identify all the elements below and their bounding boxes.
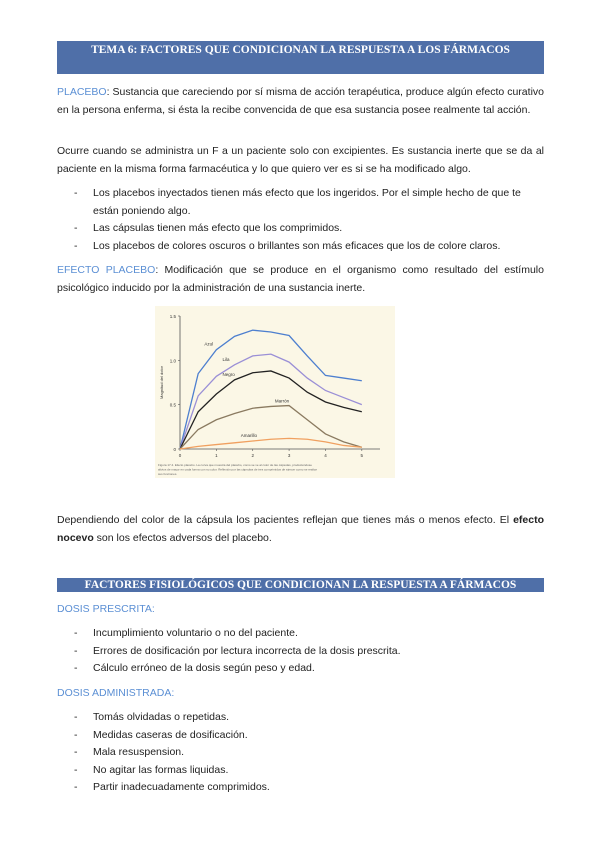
list-item: - Cálculo erróneo de la dosis según peso y edad. — [57, 660, 544, 678]
x-tick-label: 3 — [287, 453, 291, 458]
list-item: - No agitar las formas liquidas. — [57, 762, 544, 780]
depends-text-2: son los efectos adversos del placebo. — [93, 531, 272, 544]
series-line-marrón — [180, 406, 362, 449]
series-label: Marrón — [274, 398, 290, 404]
chart-svg — [155, 306, 395, 478]
chart-caption-line: sus funciones. — [158, 472, 178, 476]
x-tick-label: 5 — [360, 453, 364, 458]
occurs-text: Ocurre cuando se administra un F a un paciente solo con excipientes. Es sustancia inerte que se da al paciente en la misma forma farmacéutica y lo que quiero ver es si se ha modificado algo. — [57, 145, 544, 175]
section-title-banner-2 — [57, 578, 544, 592]
series-line-lila — [180, 354, 362, 449]
placebo-text: : Sustancia que careciendo por sí misma de acción terapéutica, produce algún efecto curativo en la persona enferma, si ésta la recibe convencida de que esa sustancia posee realmente tal acción. — [57, 86, 544, 116]
dosis-administrada-list — [57, 709, 544, 797]
list-item: - Tomás olvidadas o repetidas. — [57, 709, 544, 727]
chart-caption-line: Figura 17.4. Efecto placebo. La curva que muestra del placebo, como se ve al color de las cápsulas, produciéndose — [158, 463, 312, 467]
efecto-placebo-text: : Modificación que se produce en el organismo como resultado del estímulo psicológico inducido por la administración de una sustancia inerte. — [57, 264, 544, 294]
list-item: - Medidas caseras de dosificación. — [57, 727, 544, 745]
series-label: Negro — [222, 371, 235, 377]
efecto-nocevo-term: efecto nocevo — [57, 514, 544, 544]
list-item: - Mala resuspension. — [57, 744, 544, 762]
x-tick-label: 4 — [324, 453, 327, 458]
y-tick-label: 1.0 — [169, 358, 176, 364]
y-axis-label: Magnitud del dolor — [159, 366, 164, 399]
x-tick-label: 1 — [215, 453, 218, 458]
series-label: Azul — [204, 341, 214, 347]
placebo-label: PLACEBO — [57, 86, 107, 98]
section-title: TEMA 6: FACTORES QUE CONDICIONAN LA RESPUESTA A LOS FÁRMACOS — [91, 44, 510, 56]
section-title-2: FACTORES FISIOLÓGICOS QUE CONDICIONAN LA RESPUESTA A FÁRMACOS — [84, 579, 517, 591]
placebo-color-chart — [155, 306, 395, 478]
list-item: - Los placebos inyectados tienen más efecto que los ingeridos. Por el simple hecho de que te están poniendo algo. — [57, 185, 544, 220]
placebo-facts-list — [57, 185, 544, 255]
list-item: - Incumplimiento voluntario o no del paciente. — [57, 625, 544, 643]
list-item: - Errores de dosificación por lectura incorrecta de la dosis prescrita. — [57, 643, 544, 661]
placebo-definition — [57, 84, 544, 119]
dosis-administrada-heading: DOSIS ADMINISTRADA: — [57, 687, 175, 699]
y-tick-label: 0 — [173, 447, 176, 452]
list-item: - Las cápsulas tienen más efecto que los comprimidos. — [57, 220, 544, 238]
depends-text-1: Dependiendo del color de la cápsula los pacientes reflejan que tienes más o menos efecto. El — [57, 514, 514, 526]
efecto-placebo-label: EFECTO PLACEBO — [57, 264, 156, 276]
series-line-amarillo — [180, 438, 362, 449]
x-tick-label: 0 — [178, 453, 182, 458]
y-tick-label: 1.5 — [169, 314, 176, 319]
list-item: - Partir inadecuadamente comprimidos. — [57, 779, 544, 797]
list-item: - Los placebos de colores oscuros o brillantes son más eficaces que los de colore claros. — [57, 238, 544, 256]
series-label: Lila — [222, 356, 230, 362]
chart-caption-line: alivios de mayor en cada forma con su color. Reflexión por las cápsulas de tres comprimidos de ejercer como se realice — [158, 467, 318, 472]
dosis-prescrita-list — [57, 625, 544, 678]
placebo-occurs-paragraph — [57, 143, 544, 178]
y-tick-label: 0.5 — [169, 402, 176, 408]
x-tick-label: 2 — [251, 453, 254, 458]
dosis-prescrita-heading: DOSIS PRESCRITA: — [57, 603, 155, 615]
series-label: Amarillo — [240, 433, 257, 439]
efecto-placebo-definition — [57, 262, 544, 297]
color-effect-paragraph — [57, 512, 544, 547]
section-title-banner — [57, 41, 544, 74]
series-line-azul — [180, 330, 362, 449]
